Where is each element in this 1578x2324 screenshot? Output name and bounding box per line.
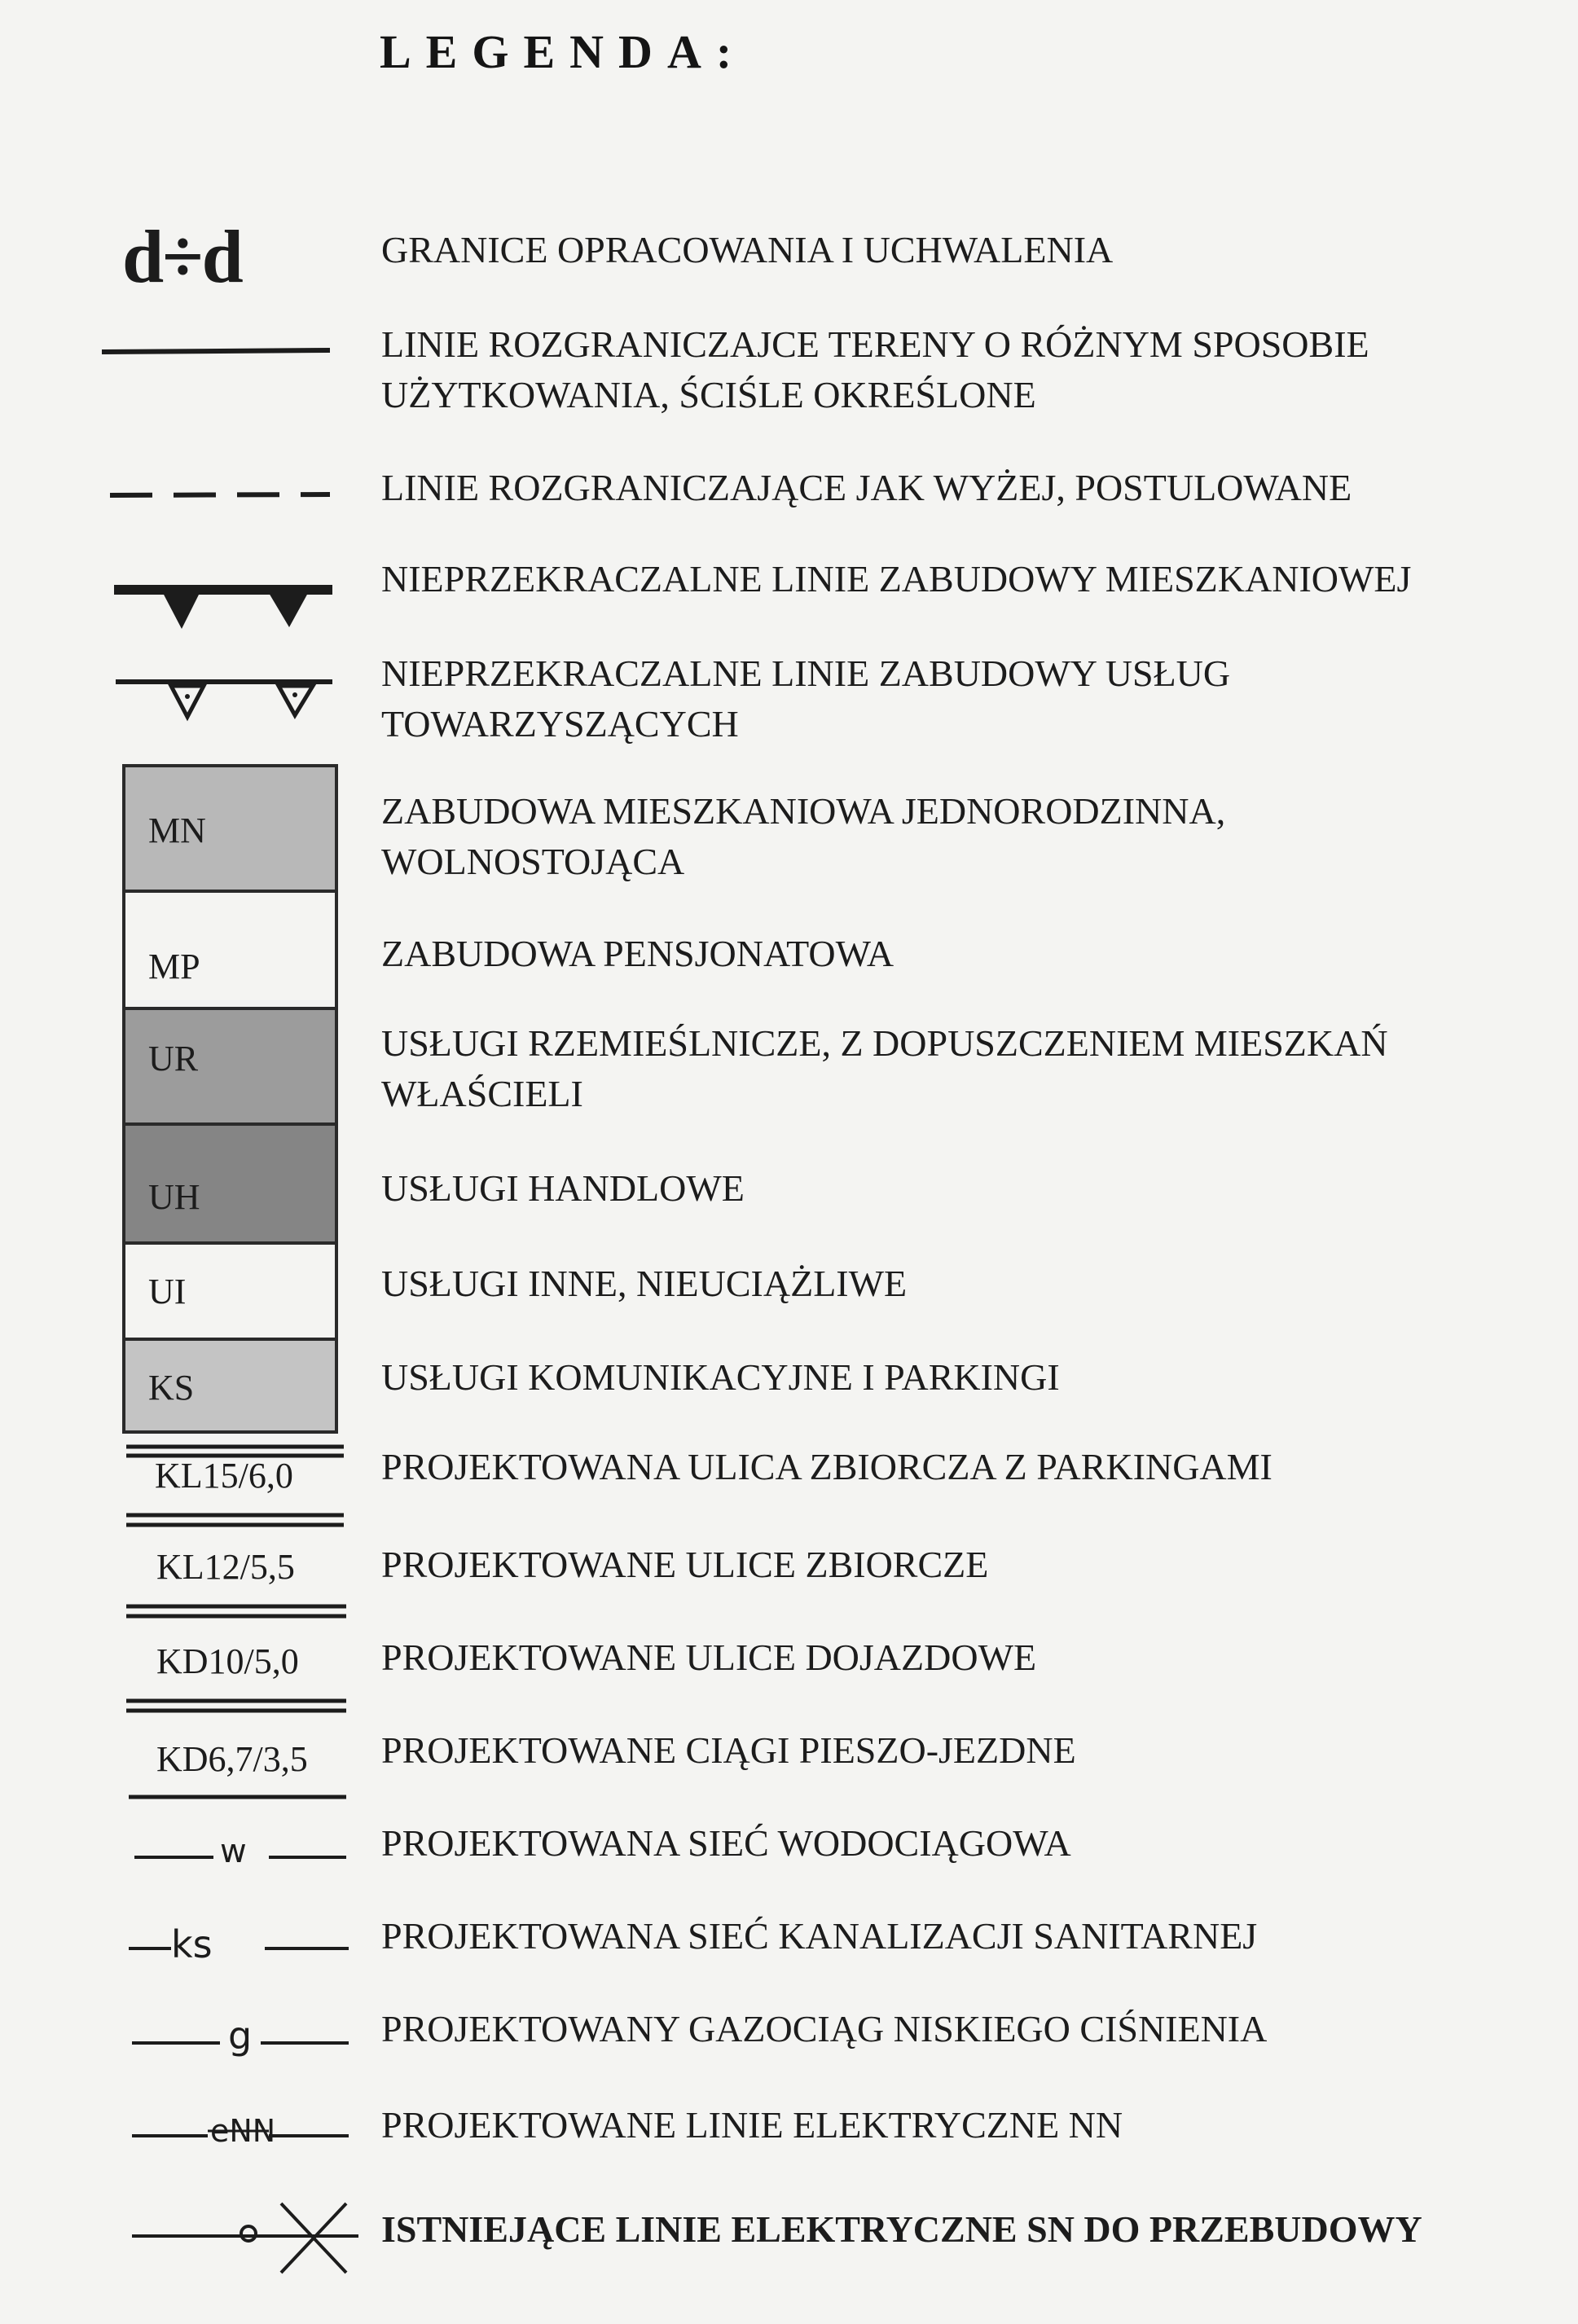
legend-item-water [381,1818,1554,1869]
legend-text: USŁUGI INNE, NIEUCIĄŻLIWE [381,1263,908,1304]
legend-text: PROJEKTOWANE ULICE ZBIORCZE [381,1544,989,1585]
road-code-KL12: KL12/5,5 [156,1547,295,1587]
legend-title: LEGENDA: [380,25,747,78]
swatch-code: UI [148,1272,187,1311]
legend-text: USŁUGI RZEMIEŚLNICZE, Z DOPUSZCZENIEM MIESZKAŃ [381,1022,1388,1064]
legend-text: ISTNIEJĄCE LINIE ELEKTRYCZNE SN DO PRZEBUDOWY [381,2208,1422,2250]
swatch-code: UH [148,1177,200,1217]
gas-code: g [228,2014,253,2058]
swatch-code: UR [148,1039,199,1079]
road-code-KL15: KL15/6,0 [155,1456,293,1496]
water-code: w [220,1833,247,1870]
legend-item-electric [381,2100,1554,2150]
legend-text: NIEPRZEKRACZALNE LINIE ZABUDOWY USŁUG [381,652,1231,694]
legend-text: USŁUGI KOMUNIKACYJNE I PARKINGI [381,1356,1060,1398]
legend-text: NIEPRZEKRACZALNE LINIE ZABUDOWY MIESZKANIOWEJ [381,558,1412,600]
swatch-code: MP [148,947,200,986]
electric-code: eNN [210,2113,276,2149]
legend-text: WŁAŚCIELI [381,1073,583,1114]
legend-text: USŁUGI HANDLOWE [381,1167,745,1209]
boundary-symbol: d÷d [122,215,242,298]
legend-text: PROJEKTOWANE ULICE DOJAZDOWE [381,1636,1037,1678]
legend-text: PROJEKTOWANA SIEĆ WODOCIĄGOWA [381,1822,1071,1864]
legend-item-gas [381,2004,1554,2054]
legend-text: PROJEKTOWANY GAZOCIĄG NISKIEGO CIŚNIENIA [381,2008,1268,2049]
legend-text: UŻYTKOWANIA, ŚCIŚLE OKREŚLONE [381,374,1036,415]
legend-text: PROJEKTOWANE LINIE ELEKTRYCZNE NN [381,2104,1123,2146]
legend-item-sewage [381,1911,1554,1962]
legend-text: PROJEKTOWANE CIĄGI PIESZO-JEZDNE [381,1729,1076,1771]
swatch-code: MN [148,811,206,850]
legend-text: TOWARZYSZĄCYCH [381,703,739,745]
legend-text: WOLNOSTOJĄCA [381,841,685,882]
legend-text: GRANICE OPRACOWANIA I UCHWALENIA [381,229,1114,270]
legend-text: PROJEKTOWANA ULICA ZBIORCZA Z PARKINGAMI [381,1446,1273,1487]
legend-text: LINIE ROZGRANICZAJĄCE JAK WYŻEJ, POSTULOWANE [381,467,1352,508]
swatch-code: KS [148,1368,195,1408]
legend-text: ZABUDOWA MIESZKANIOWA JEDNORODZINNA, [381,790,1226,832]
legend-text: PROJEKTOWANA SIEĆ KANALIZACJI SANITARNEJ [381,1915,1258,1957]
legend-item-existing-electric [381,2204,1554,2255]
legend-text: LINIE ROZGRANICZAJCE TERENY O RÓŻNYM SPOSOBIE [381,323,1369,365]
road-code-KD6: KD6,7/3,5 [156,1739,308,1779]
sewage-code: ks [171,1922,213,1966]
road-code-KD10: KD10/5,0 [156,1641,299,1681]
legend-text: ZABUDOWA PENSJONATOWA [381,933,894,974]
